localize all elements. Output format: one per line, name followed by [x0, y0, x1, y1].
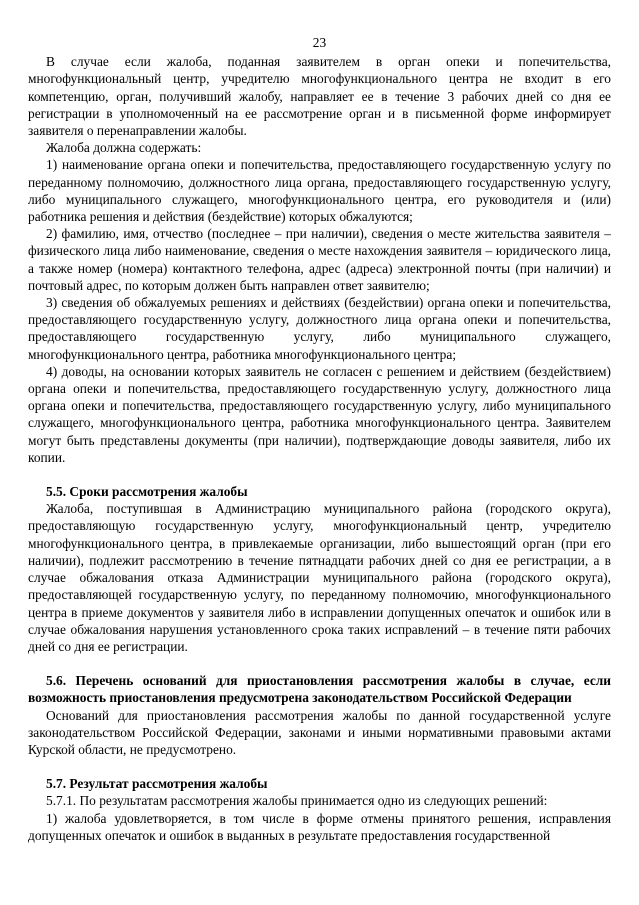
page-number: 23 [312, 35, 327, 50]
paragraph: 3) сведения об обжалуемых решениях и действиях (бездействии) органа опеки и попечительства, предоставляющего государственную услугу, должностного лица органа опеки и попечительства, предоставляющего государственную услугу, либо муниципального служащего, многофункционального центра, работника многофункционального центра; [28, 295, 611, 362]
section-gap [28, 655, 611, 672]
section-gap [28, 758, 611, 775]
paragraph: 4) доводы, на основании которых заявитель не согласен с решением и действием (бездействием) органа опеки и попечительства, предоставляющего государственную услугу, должностного лица органа опеки и попечительства, предоставляющего государственную услугу, либо муниципального служащего, многофункционального центра, работника многофункционального центра. Заявителем могут быть представлены документы (при наличии), подтверждающие доводы заявителя, либо их копии. [28, 363, 611, 465]
paragraph: Оснований для приостановления рассмотрения жалобы по данной государственной услуге законодательством Российской Федерации, законами и иными нормативными правовыми актами Курской области, не предусмотрено. [28, 707, 611, 757]
paragraph: 1) наименование органа опеки и попечительства, предоставляющего государственную услугу по переданному полномочию, должностного лица органа, предоставляющего государственную услугу, либо муниципального служащего, многофункционального центра, его руководителя и (или) работника решения и действия (бездействие) которых обжалуются; [28, 157, 611, 225]
section-heading: 5.5. Сроки рассмотрения жалобы [46, 484, 248, 500]
paragraph: 5.7.1. По результатам рассмотрения жалобы принимается одно из следующих решений: [46, 793, 548, 809]
paragraph: В случае если жалоба, поданная заявителем в орган опеки и попечительства, многофункциональный центр, учредителю многофункционального центра не входит в его компетенцию, орган, получивший жалобу, направляет ее в течение 3 рабочих дней со дня ее регистрации в уполномоченный на ее рассмотрение орган и в письменной форме информирует заявителя о перенаправлении жалобы. [28, 54, 611, 139]
section-gap [28, 466, 611, 483]
section-heading: 5.6. Перечень оснований для приостановления рассмотрения жалобы в случае, если возможность приостановления предусмотрена законодательством Российской Федерации [28, 673, 611, 706]
paragraph: 2) фамилию, имя, отчество (последнее – при наличии), сведения о месте жительства заявителя – физического лица либо наименование, сведения о месте нахождения заявителя – юридического лица, а также номер (номера) контактного телефона, адрес (адреса) электронной почты (при наличии) и почтовый адрес, по которым должен быть направлен ответ заявителю; [28, 226, 611, 293]
paragraph: 1) жалоба удовлетворяется, в том числе в форме отмены принятого решения, исправления допущенных опечаток и ошибок в выданных в результате предоставления государственной [28, 810, 611, 843]
paragraph: Жалоба должна содержать: [46, 140, 202, 156]
document-body [28, 53, 611, 844]
paragraph: Жалоба, поступившая в Администрацию муниципального района (городского округа), предоставляющую государственную услугу, многофункциональный центр, учредителю многофункционального центра, в привлекаемые организации, либо вышестоящий орган (при его наличии), подлежит рассмотрению в течение пятнадцати рабочих дней со дня ее регистрации, а в случае обжалования отказа Администрации муниципального района (городского округа), предоставляющей государственную услугу, по переданному полномочию, многофункционального центра в приеме документов у заявителя либо в исправлении допущенных опечаток и ошибок или в случае обжалования нарушения установленного срока таких исправлений – в течение пяти рабочих дней со дня ее регистрации. [28, 501, 611, 654]
section-heading: 5.7. Результат рассмотрения жалобы [46, 776, 268, 792]
